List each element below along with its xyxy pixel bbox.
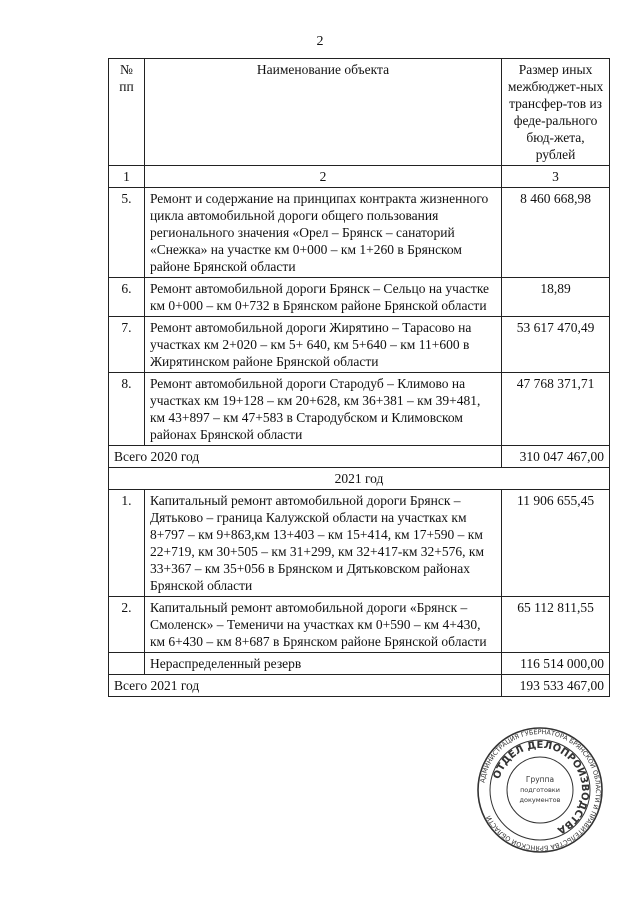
row-number: 8. <box>109 373 145 446</box>
row-amount: 47 768 371,71 <box>502 373 610 446</box>
table-row <box>109 317 610 373</box>
row-number: 7. <box>109 317 145 373</box>
table-row <box>109 597 610 653</box>
reserve-row <box>109 653 610 675</box>
reserve-amount: 116 514 000,00 <box>502 653 610 675</box>
column-number: 2 <box>144 166 501 188</box>
row-number: 5. <box>109 188 145 278</box>
column-number: 1 <box>109 166 145 188</box>
year-2021-heading: 2021 год <box>109 468 610 490</box>
column-numbers-row <box>109 166 610 188</box>
total-2020-amount: 310 047 467,00 <box>502 446 610 468</box>
row-amount: 18,89 <box>502 278 610 317</box>
row-object-name: Ремонт автомобильной дороги Стародуб – Климово на участках км 19+128 – км 20+628, км 36+381 – км 39+481, км 43+897 – км 47+583 в Стародубском и Климовском районах Брянской области <box>144 373 501 446</box>
stamp-outer-text: АДМИНИСТРАЦИЯ ГУБЕРНАТОРА БРЯНСКОЙ ОБЛАСТИ И ПРАВИТЕЛЬСТВА БРЯНСКОЙ ОБЛАСТИ <box>478 727 603 853</box>
row-number: 1. <box>109 490 145 597</box>
table-row <box>109 490 610 597</box>
row-amount: 53 617 470,49 <box>502 317 610 373</box>
row-number: 6. <box>109 278 145 317</box>
page-number: 2 <box>316 34 324 49</box>
row-object-name: Ремонт автомобильной дороги Жирятино – Тарасово на участках км 2+020 – км 5+ 640, км 5+640 – км 11+600 в Жирятинском районе Брянской области <box>144 317 501 373</box>
row-amount: 11 906 655,45 <box>502 490 610 597</box>
row-object-name: Ремонт автомобильной дороги Брянск – Сельцо на участке км 0+000 – км 0+732 в Брянском районе Брянской области <box>144 278 501 317</box>
stamp-center-line: документов <box>519 796 561 804</box>
stamp-inner-text: ОТДЕЛ ДЕЛОПРОИЗВОДСТВА <box>491 739 591 836</box>
total-2020-label: Всего 2020 год <box>109 446 502 468</box>
year-2021-row <box>109 468 610 490</box>
table-row <box>109 278 610 317</box>
transfers-table <box>108 58 610 697</box>
header-number: № пп <box>109 59 145 166</box>
total-2021-label: Всего 2021 год <box>109 675 502 697</box>
row-object-name: Капитальный ремонт автомобильной дороги Брянск – Дятьково – граница Калужской области на участках км 8+797 – км 9+863,км 13+403 – км 15+414, км 17+590 – км 22+719, км 30+505 – км 31+299, км 32+417-км 32+576, км 33+367 – км 35+056 в Брянском и Дятьковском районах Брянской области <box>144 490 501 597</box>
table-row <box>109 373 610 446</box>
stamp-center-line: подготовки <box>520 786 560 794</box>
table-header-row <box>109 59 610 166</box>
total-2021-row <box>109 675 610 697</box>
department-stamp <box>476 726 604 854</box>
reserve-label: Нераспределенный резерв <box>144 653 501 675</box>
total-2020-row <box>109 446 610 468</box>
column-number: 3 <box>502 166 610 188</box>
row-object-name: Ремонт и содержание на принципах контракта жизненного цикла автомобильной дороги общего пользования регионального значения «Орел – Брянск – санаторий «Снежка» на участке км 0+000 – км 1+260 в Брянском районе Брянской области <box>144 188 501 278</box>
row-number: 2. <box>109 597 145 653</box>
row-amount: 65 112 811,55 <box>502 597 610 653</box>
table-row <box>109 188 610 278</box>
row-amount: 8 460 668,98 <box>502 188 610 278</box>
reserve-empty-cell <box>109 653 145 675</box>
row-object-name: Капитальный ремонт автомобильной дороги «Брянск – Смоленск» – Теменичи на участках км 0+590 – км 4+430, км 6+430 – км 8+687 в Брянском районе Брянской области <box>144 597 501 653</box>
header-amount: Размер иных межбюджет-ных трансфер-тов из феде-рального бюд-жета, рублей <box>502 59 610 166</box>
header-object-name: Наименование объекта <box>144 59 501 166</box>
total-2021-amount: 193 533 467,00 <box>502 675 610 697</box>
stamp-center-line: Группа <box>525 775 555 784</box>
